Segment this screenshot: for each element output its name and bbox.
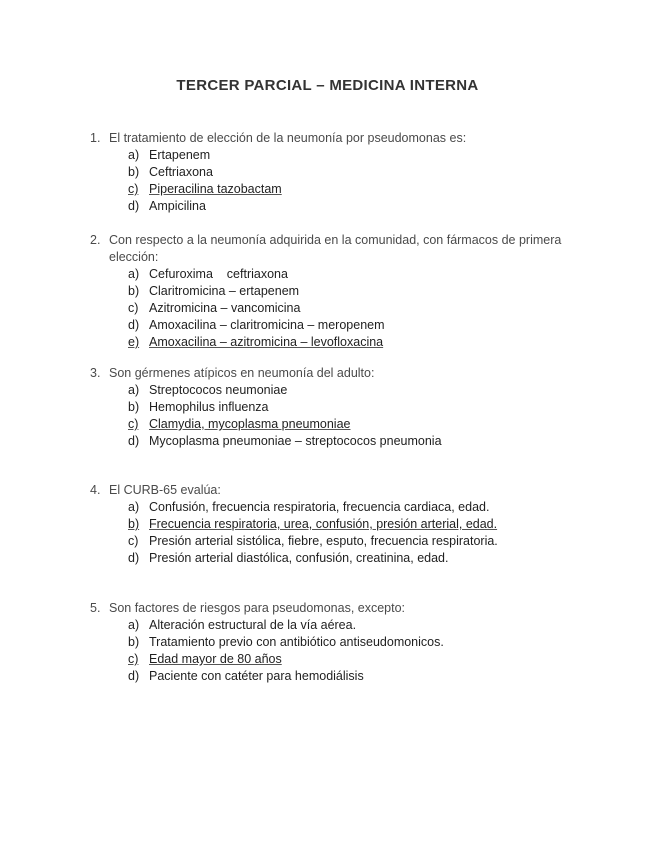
option-letter: c) xyxy=(128,417,139,431)
option-text: Confusión, frecuencia respiratoria, frecuencia cardiaca, edad. xyxy=(149,500,490,514)
question-3 xyxy=(90,365,570,450)
option-letter: b) xyxy=(128,165,140,179)
option-text: Presión arterial diastólica, confusión, creatinina, edad. xyxy=(149,551,449,565)
option-d xyxy=(128,433,570,450)
question-stem xyxy=(90,600,570,617)
option-letter: d) xyxy=(128,434,140,448)
question-text: Son gérmenes atípicos en neumonía del adulto: xyxy=(109,366,375,380)
option-text: Piperacilina tazobactam xyxy=(149,182,282,196)
option-b xyxy=(128,283,570,300)
question-stem xyxy=(90,130,570,147)
option-b xyxy=(128,516,570,533)
option-text: Cefuroxima ceftriaxona xyxy=(149,267,288,281)
option-c xyxy=(128,651,570,668)
option-letter: b) xyxy=(128,517,140,531)
option-letter: c) xyxy=(128,534,139,548)
option-c xyxy=(128,181,570,198)
option-text: Amoxacilina – azitromicina – levofloxacina xyxy=(149,335,384,349)
option-text: Ampicilina xyxy=(149,199,206,213)
option-text: Hemophilus influenza xyxy=(149,400,269,414)
option-a xyxy=(128,147,570,164)
question-text: El CURB-65 evalúa: xyxy=(109,483,221,497)
option-letter: d) xyxy=(128,551,140,565)
question-number: 2. xyxy=(90,233,101,247)
question-stem xyxy=(90,365,570,382)
question-1 xyxy=(90,130,570,215)
question-text: El tratamiento de elección de la neumonía por pseudomonas es: xyxy=(109,131,467,145)
question-5 xyxy=(90,600,570,685)
option-letter: c) xyxy=(128,301,139,315)
option-c xyxy=(128,300,570,317)
option-a xyxy=(128,266,570,283)
question-number: 5. xyxy=(90,601,101,615)
option-text: Presión arterial sistólica, fiebre, esputo, frecuencia respiratoria. xyxy=(149,534,498,548)
option-c xyxy=(128,416,570,433)
option-letter: a) xyxy=(128,500,140,514)
option-text: Mycoplasma pneumoniae – streptococos pneumonia xyxy=(149,434,442,448)
question-text: Con respecto a la neumonía adquirida en la comunidad, con fármacos de primera elección: xyxy=(109,233,562,264)
question-number: 1. xyxy=(90,131,101,145)
question-2 xyxy=(90,232,570,351)
question-stem xyxy=(90,482,570,499)
option-text: Clamydia, mycoplasma pneumoniae xyxy=(149,417,351,431)
option-b xyxy=(128,399,570,416)
option-e xyxy=(128,334,570,351)
question-text: Son factores de riesgos para pseudomonas, excepto: xyxy=(109,601,406,615)
option-a xyxy=(128,382,570,399)
option-b xyxy=(128,164,570,181)
option-letter: a) xyxy=(128,618,140,632)
option-d xyxy=(128,198,570,215)
option-letter: a) xyxy=(128,383,140,397)
option-text: Paciente con catéter para hemodiálisis xyxy=(149,669,364,683)
option-letter: d) xyxy=(128,199,140,213)
option-text: Tratamiento previo con antibiótico antiseudomonicos. xyxy=(149,635,444,649)
option-letter: e) xyxy=(128,335,140,349)
option-letter: b) xyxy=(128,400,140,414)
option-text: Amoxacilina – claritromicina – meropenem xyxy=(149,318,385,332)
option-c xyxy=(128,533,570,550)
option-letter: b) xyxy=(128,635,140,649)
option-text: Streptococos neumoniae xyxy=(149,383,288,397)
option-text: Azitromicina – vancomicina xyxy=(149,301,301,315)
option-d xyxy=(128,317,570,334)
option-letter: d) xyxy=(128,669,140,683)
option-text: Claritromicina – ertapenem xyxy=(149,284,300,298)
option-a xyxy=(128,499,570,516)
question-number: 3. xyxy=(90,366,101,380)
option-text: Frecuencia respiratoria, urea, confusión, presión arterial, edad. xyxy=(149,517,498,531)
option-text: Edad mayor de 80 años xyxy=(149,652,282,666)
option-text: Ceftriaxona xyxy=(149,165,213,179)
option-letter: c) xyxy=(128,652,139,666)
option-b xyxy=(128,634,570,651)
question-number: 4. xyxy=(90,483,101,497)
question-4 xyxy=(90,482,570,567)
question-stem xyxy=(90,232,570,266)
option-d xyxy=(128,550,570,567)
option-letter: a) xyxy=(128,267,140,281)
option-letter: c) xyxy=(128,182,139,196)
option-d xyxy=(128,668,570,685)
option-text: Ertapenem xyxy=(149,148,211,162)
option-letter: d) xyxy=(128,318,140,332)
option-a xyxy=(128,617,570,634)
option-text: Alteración estructural de la vía aérea. xyxy=(149,618,357,632)
exam-title: TERCER PARCIAL – MEDICINA INTERNA xyxy=(176,77,479,94)
option-letter: a) xyxy=(128,148,140,162)
option-letter: b) xyxy=(128,284,140,298)
